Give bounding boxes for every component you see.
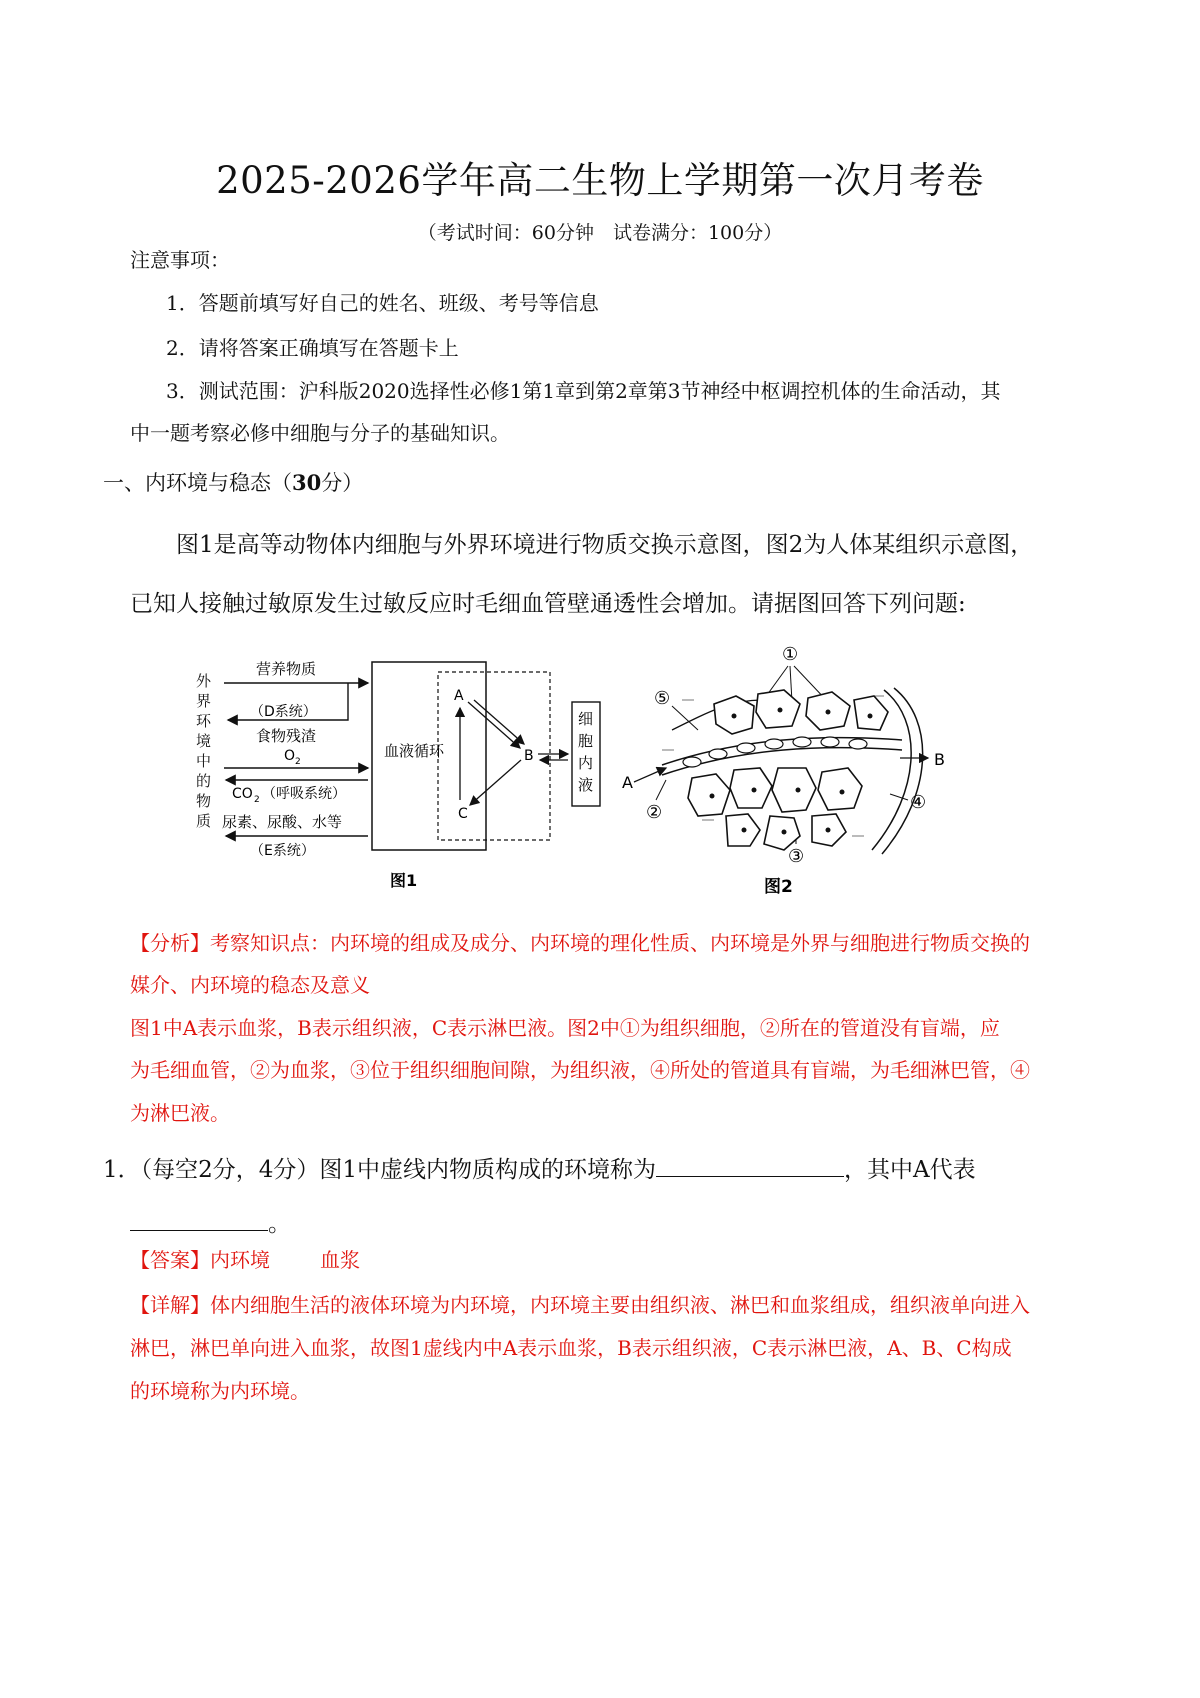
co2-subscript: 2 xyxy=(254,795,260,805)
answer-blank-1[interactable] xyxy=(656,1154,844,1177)
nutrient-label: 营养物质 xyxy=(256,660,317,678)
answer-line xyxy=(130,1245,360,1275)
note-item-1: 1．答题前填写好自己的姓名、班级、考号等信息 xyxy=(166,291,599,315)
intro-line-2: 已知人接触过敏原发生过敏反应时毛细血管壁通透性会增加。请据图回答下列问题: xyxy=(130,591,966,617)
analysis-line-3: 图1中A表示血浆，B表示组织液，C表示淋巴液。图2中①为组织细胞，②所在的管道没有盲端，应 xyxy=(130,1016,1000,1040)
answer-blank-2[interactable] xyxy=(130,1208,268,1231)
label-4: ④ xyxy=(910,792,927,813)
side-char: 环 xyxy=(196,712,212,730)
question-1-text: 1．（每空2分，4分）图1中虚线内物质构成的环境称为 xyxy=(103,1157,657,1183)
external-env-label xyxy=(196,672,212,830)
note-item-3: 3．测试范围：沪科版2020选择性必修1第1章到第2章第3节神经中枢调控机体的生命活动，其 xyxy=(166,379,1001,403)
d-system-label: （D系统） xyxy=(250,704,317,720)
section-heading xyxy=(103,468,363,498)
figure-2-caption: 图2 xyxy=(764,877,793,897)
note-item-3-cont: 中一题考察必修中细胞与分子的基础知识。 xyxy=(130,421,510,445)
side-char: 物 xyxy=(196,792,212,810)
analysis-line-1 xyxy=(130,928,1030,958)
detail-line-1 xyxy=(130,1290,1030,1320)
label-2: ② xyxy=(646,802,663,823)
cell-fluid-char: 胞 xyxy=(578,732,594,750)
section-heading-prefix: 一、内环境与稳态（ xyxy=(103,471,292,495)
blood-circulation-label: 血液循环 xyxy=(384,742,445,760)
question-1-tail: ，其中A代表 xyxy=(844,1157,976,1183)
side-char: 的 xyxy=(196,772,212,790)
o2-subscript: 2 xyxy=(295,757,301,767)
question-1-line-2 xyxy=(130,1205,291,1238)
section-heading-suffix: 分） xyxy=(321,471,364,495)
label-5: ⑤ xyxy=(654,688,671,709)
node-c: C xyxy=(458,806,468,822)
side-char: 中 xyxy=(196,752,212,770)
analysis-text: 考察知识点：内环境的组成及成分、内环境的理化性质、内环境是外界与细胞进行物质交换的 xyxy=(210,931,1030,955)
detail-tag: 【详解】 xyxy=(130,1293,210,1317)
cell-fluid-char: 细 xyxy=(578,710,594,728)
analysis-tag: 【分析】 xyxy=(130,931,210,955)
notes-heading: 注意事项： xyxy=(130,248,230,272)
node-b: B xyxy=(524,748,534,764)
label-b: B xyxy=(934,750,945,769)
answer-value-1: 内环境 xyxy=(210,1248,270,1272)
page-title: 2025-2026学年高二生物上学期第一次月考卷 xyxy=(216,159,984,202)
detail-line-3: 的环境称为内环境。 xyxy=(130,1379,310,1403)
analysis-line-2: 媒介、内环境的稳态及意义 xyxy=(130,973,370,997)
figure-2-diagram xyxy=(622,640,1022,910)
question-1-end: 。 xyxy=(268,1211,291,1237)
label-a: A xyxy=(622,773,633,792)
urea-label: 尿素、尿酸、水等 xyxy=(222,813,343,831)
respiratory-system-label: （呼吸系统） xyxy=(262,786,346,802)
side-char: 界 xyxy=(196,692,212,710)
detail-line-2: 淋巴，淋巴单向进入血浆，故图1虚线内中A表示血浆，B表示组织液，C表示淋巴液，A、B、C构成 xyxy=(130,1336,1012,1360)
figure-1-diagram xyxy=(188,650,618,905)
cell-fluid-char: 内 xyxy=(578,754,594,772)
side-char: 境 xyxy=(196,732,212,750)
analysis-line-5: 为淋巴液。 xyxy=(130,1101,230,1125)
o2-label: O xyxy=(284,748,296,764)
answer-tag: 【答案】 xyxy=(130,1248,210,1272)
side-char: 外 xyxy=(196,672,212,690)
label-3: ③ xyxy=(788,846,805,867)
side-char: 质 xyxy=(196,812,212,830)
label-1: ① xyxy=(782,644,799,665)
detail-text: 体内细胞生活的液体环境为内环境，内环境主要由组织液、淋巴和血浆组成，组织液单向进入 xyxy=(210,1293,1030,1317)
node-a: A xyxy=(454,688,464,704)
figure-1-caption: 图1 xyxy=(390,871,418,890)
e-system-label: （E系统） xyxy=(250,843,315,859)
exam-info: （考试时间：60分钟 试卷满分：100分） xyxy=(417,222,783,244)
intro-line-1: 图1是高等动物体内细胞与外界环境进行物质交换示意图，图2为人体某组织示意图， xyxy=(176,532,1034,558)
analysis-line-4: 为毛细血管，②为血浆，③位于组织细胞间隙，为组织液，④所处的管道具有盲端，为毛细淋巴管，④ xyxy=(130,1058,1030,1082)
cell-fluid-char: 液 xyxy=(578,776,594,794)
note-item-2: 2．请将答案正确填写在答题卡上 xyxy=(166,336,459,360)
co2-label: CO xyxy=(232,786,253,802)
food-residue-label: 食物残渣 xyxy=(256,727,317,745)
answer-value-2: 血浆 xyxy=(320,1248,360,1272)
section-score: 30 xyxy=(292,470,322,495)
question-1-line-1 xyxy=(103,1151,976,1184)
